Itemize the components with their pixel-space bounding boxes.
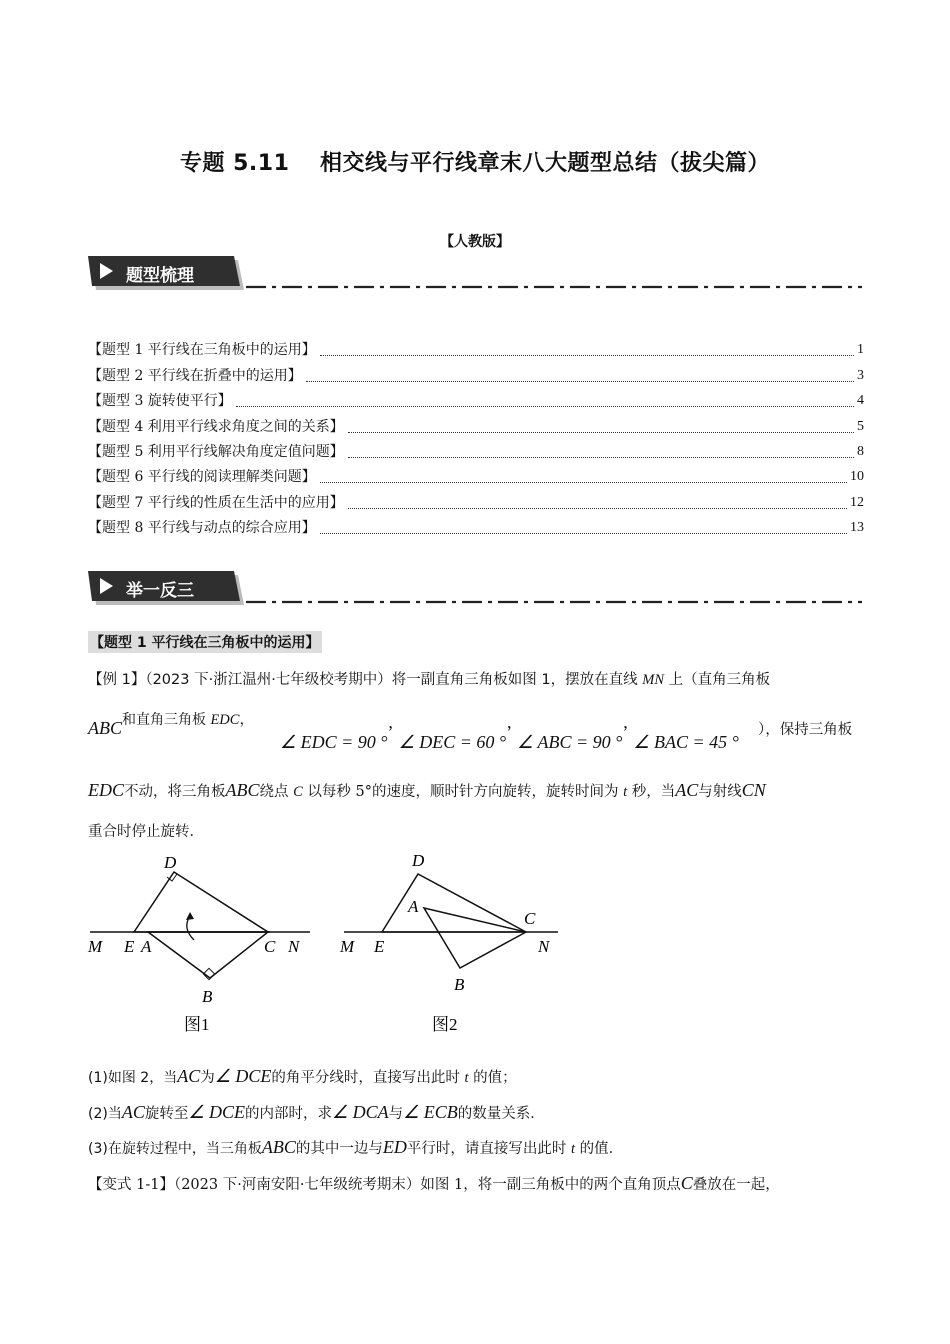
triangle-edc bbox=[134, 872, 268, 932]
example1-line1: 【例 1】（2023 下·浙江温州·七年级校考期中）将一副直角三角板如图 1，摆放在直线 MN 上（直角三角板 bbox=[88, 672, 771, 688]
svg-text:A: A bbox=[408, 897, 419, 916]
dash-dot-rule bbox=[246, 600, 862, 604]
banner-examples bbox=[88, 571, 244, 605]
question-2: (2)当AC旋转至∠ DCE的内部时，求∠ DCA与∠ ECB的数量关系． bbox=[88, 1102, 545, 1122]
toc-item[interactable]: 【题型 8 平行线与动点的综合应用】 13 bbox=[88, 520, 864, 537]
dash-dot-rule bbox=[246, 285, 862, 289]
svg-text:图2: 图2 bbox=[432, 1015, 458, 1034]
section-heading: 【题型 1 平行线在三角板中的运用】 bbox=[88, 631, 322, 653]
svg-text:D: D bbox=[412, 851, 425, 870]
svg-text:B: B bbox=[454, 975, 465, 994]
svg-text:M: M bbox=[88, 937, 103, 956]
svg-text:图1: 图1 bbox=[184, 1015, 210, 1034]
svg-text:D: D bbox=[164, 853, 177, 872]
svg-text:B: B bbox=[202, 987, 213, 1006]
triangle-abc bbox=[424, 908, 526, 968]
variant-1-1: 【变式 1-1】（2023 下·河南安阳·七年级统考期末）如图 1，将一副三角板中的两个直角顶点C叠放在一起， bbox=[88, 1173, 780, 1193]
toc-item[interactable]: 【题型 4 利用平行线求角度之间的关系】 5 bbox=[88, 418, 864, 435]
svg-text:N: N bbox=[288, 937, 300, 956]
edition-label: 【人教版】 bbox=[440, 234, 510, 250]
banner-outline bbox=[88, 256, 244, 290]
svg-text:M: M bbox=[340, 937, 355, 956]
triangle-edc bbox=[382, 874, 526, 932]
svg-text:C: C bbox=[264, 937, 276, 956]
toc-item[interactable]: 【题型 1 平行线在三角板中的运用】 1 bbox=[88, 342, 864, 359]
example1-line3: EDC不动，将三角板ABC绕点 C 以每秒 5°的速度，顺时针方向旋转，旋转时间为 t 秒，当AC与射线CN bbox=[88, 780, 766, 800]
toc-item[interactable]: 【题型 6 平行线的阅读理解类问题】 10 bbox=[88, 469, 864, 486]
svg-text:E: E bbox=[374, 937, 385, 956]
toc-item[interactable]: 【题型 5 利用平行线解决角度定值问题】 8 bbox=[88, 443, 864, 460]
banner-label: 举一反三 bbox=[126, 581, 194, 601]
svg-text:C: C bbox=[524, 909, 536, 928]
toc-item[interactable]: 【题型 7 平行线的性质在生活中的应用】 12 bbox=[88, 494, 864, 511]
table-of-contents bbox=[88, 336, 864, 539]
svg-text:A: A bbox=[141, 937, 152, 956]
banner-label: 题型梳理 bbox=[126, 266, 194, 286]
page-title: 专题 5.11 相交线与平行线章末八大题型总结（拔尖篇） bbox=[179, 151, 771, 176]
svg-text:N: N bbox=[538, 937, 550, 956]
figure-2 bbox=[336, 848, 566, 1038]
svg-text:E: E bbox=[124, 937, 135, 956]
example1-angles: ∠ EDC = 90 °’ ∠ DEC = 60 °’ ∠ ABC = 90 °’ ∠ BAC = 45 ° bbox=[280, 722, 739, 752]
toc-item[interactable]: 【题型 2 平行线在折叠中的运用】 3 bbox=[88, 367, 864, 384]
toc-item[interactable]: 【题型 3 旋转使平行】 4 bbox=[88, 393, 864, 410]
triangle-abc bbox=[148, 932, 268, 978]
example1-line4: 重合时停止旋转． bbox=[88, 824, 204, 840]
figure-1 bbox=[86, 848, 316, 1038]
question-3: (3)在旋转过程中，当三角板ABC的其中一边与ED平行时，请直接写出此时 t 的值． bbox=[88, 1137, 624, 1157]
question-1: (1)如图 2，当AC为∠ DCE的角平分线时，直接写出此时 t 的值； bbox=[88, 1066, 517, 1086]
example1-line2-tail: ），保持三角板 bbox=[758, 722, 853, 738]
example1-line2: ABC和直角三角板 EDC， bbox=[88, 712, 254, 738]
